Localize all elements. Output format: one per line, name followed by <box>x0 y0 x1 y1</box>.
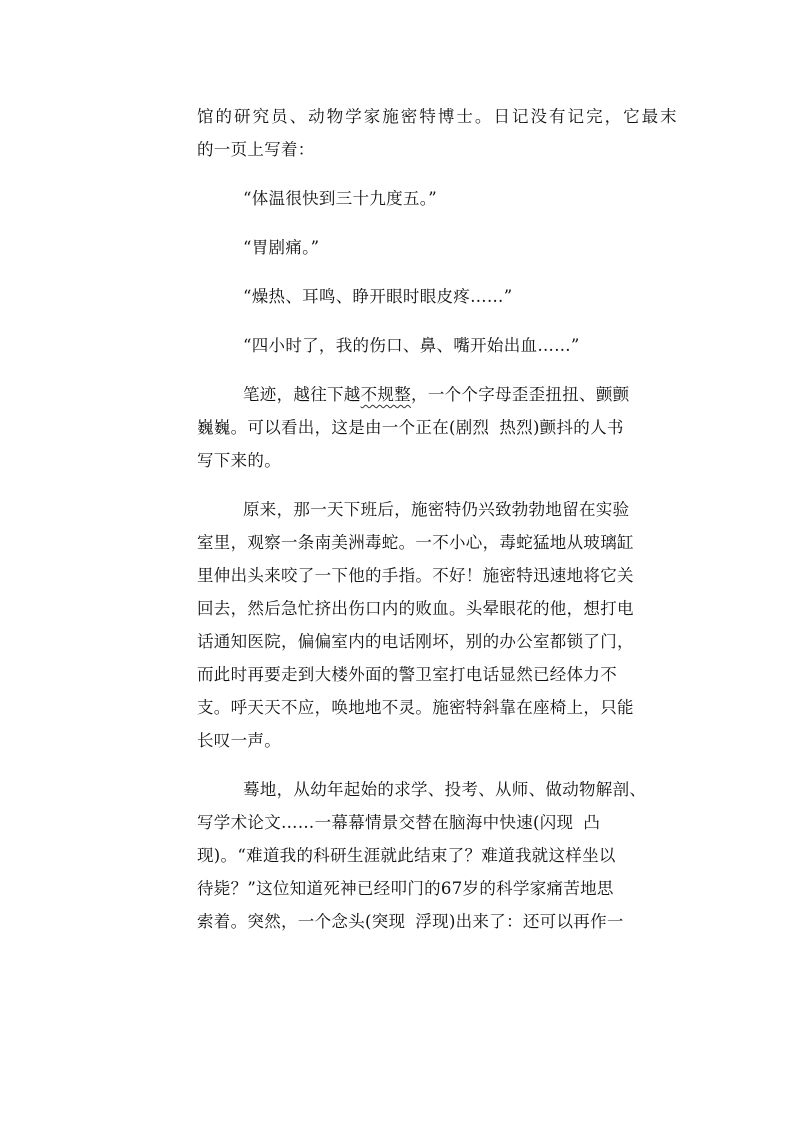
text-line: 写下来的。 <box>197 451 281 470</box>
text-line: 话通知医院，偏偏室内的电话刚坏，别的办公室都锁了门， <box>197 632 634 651</box>
diary-quote: “燥热、耳鸣、睁开眼时眼皮疼……” <box>243 287 513 306</box>
text-line: 支。呼天天不应，唤地地不灵。施密特斜靠在座椅上，只能 <box>197 698 634 717</box>
text-segment: 热烈)颤抖的人书 <box>499 418 624 437</box>
text-line <box>197 378 677 411</box>
diary-quote: “体温很快到三十九度五。” <box>243 189 438 208</box>
text-line: 馆的研究员、动物学家施密特博士。日记没有记完，它最末 <box>197 107 677 126</box>
text-line: 蓦地，从幼年起始的求学、投考、从师、做动物解剖、 <box>243 780 647 799</box>
text-segment: 写学术论文……一幕幕情景交替在脑海中快速(闪现 <box>197 813 574 832</box>
diary-quote: “胃剧痛。” <box>243 238 320 257</box>
text-segment: 巍巍。可以看出，这是由一个正在(剧烈 <box>197 418 490 437</box>
text-line: 现)。“难道我的科研生涯就此结束了？难道我就这样坐以 <box>197 846 616 865</box>
text-segment: ，一个个字母歪歪扭扭、颤颤 <box>411 385 630 404</box>
text-line: 待毙？”这位知道死神已经叩门的67岁的科学家痛苦地思 <box>197 879 614 898</box>
text-line: 回去，然后急忙挤出伤口内的败血。头晕眼花的他，想打电 <box>197 599 634 618</box>
text-segment: 索着。突然，一个念头(突现 <box>197 912 406 931</box>
text-line: 长叹一声。 <box>197 731 281 750</box>
text-line <box>197 411 677 444</box>
text-line: 原来，那一天下班后，施密特仍兴致勃勃地留在实验 <box>243 500 630 519</box>
text-segment: 浮现)出来了：还可以再作一 <box>415 912 624 931</box>
text-segment: 凸 <box>583 813 601 832</box>
text-line <box>197 905 677 938</box>
text-line: 的一页上写着： <box>197 140 315 159</box>
wavy-underlined-word: 不规整 <box>360 385 412 404</box>
text-line: 室里，观察一条南美洲毒蛇。一不小心，毒蛇猛地从玻璃缸 <box>197 533 634 552</box>
text-line <box>197 806 677 839</box>
text-segment: 笔迹，越往下越 <box>243 385 361 404</box>
diary-quote: “四小时了，我的伤口、鼻、嘴开始出血……” <box>243 336 580 355</box>
text-line: 而此时再要走到大楼外面的警卫室打电话显然已经体力不 <box>197 665 617 684</box>
body-text <box>197 100 677 938</box>
text-line: 里伸出头来咬了一下他的手指。不好！施密特迅速地将它关 <box>197 566 634 585</box>
